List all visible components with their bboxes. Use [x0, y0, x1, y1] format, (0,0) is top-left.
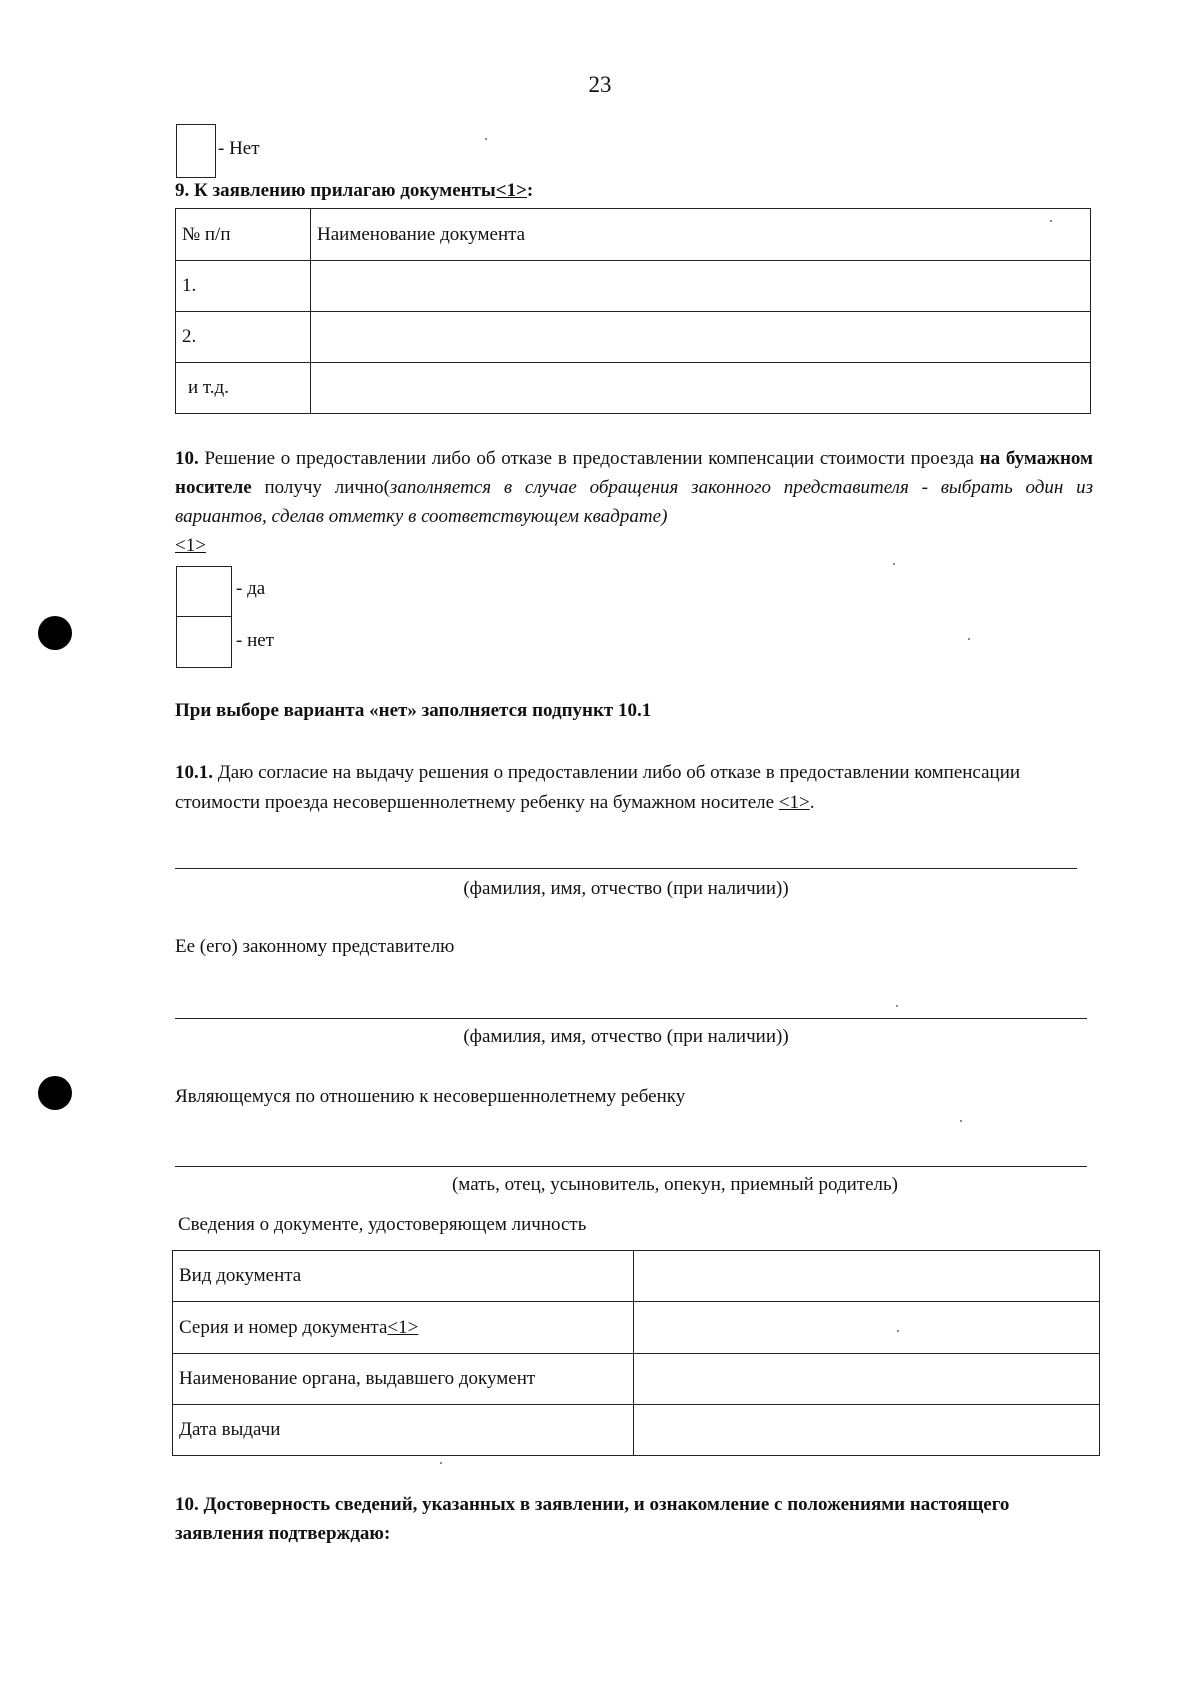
- section-10-text-b: получу лично(: [251, 477, 390, 498]
- table-header-row: [176, 209, 1091, 261]
- id-row-value[interactable]: [634, 1354, 1100, 1405]
- section-10-number: 10.: [175, 448, 199, 469]
- relation-line[interactable]: [175, 1166, 1087, 1167]
- table-row: [176, 261, 1091, 312]
- row-number: 1.: [176, 261, 311, 312]
- id-document-label: Сведения о документе, удостоверяющем личность: [178, 1214, 587, 1235]
- scan-speck: [893, 563, 895, 565]
- no-option-label-2: - нет: [236, 630, 274, 651]
- section-10-italic: заполняется в случае обращения законного представителя - выбрать один из вариантов, сделав отметку в соответствующем квадрате): [175, 477, 1093, 527]
- doc-name-cell[interactable]: [311, 312, 1091, 363]
- yes-checkbox[interactable]: [176, 566, 232, 618]
- id-row-label: [173, 1302, 634, 1354]
- column-header-number: № п/п: [176, 209, 311, 261]
- final-statement: 10. Достоверность сведений, указанных в заявлении, и ознакомление с положениями настоящего заявления подтверждаю:: [175, 1494, 1010, 1544]
- section-10-paragraph: [175, 444, 1093, 560]
- doc-name-cell[interactable]: [311, 363, 1091, 414]
- id-row-value[interactable]: [634, 1251, 1100, 1302]
- representative-fio-line[interactable]: [175, 1018, 1087, 1019]
- id-row-label-text: Вид документа: [179, 1265, 302, 1286]
- choice-note: При выборе варианта «нет» заполняется подпункт 10.1: [175, 700, 652, 721]
- id-document-table: [172, 1250, 1100, 1456]
- scan-speck: [960, 1120, 962, 1122]
- section-9-title: [175, 180, 533, 202]
- table-row: [173, 1251, 1100, 1302]
- binder-hole: [38, 1076, 72, 1110]
- child-fio-line[interactable]: [175, 868, 1077, 869]
- id-row-value[interactable]: [634, 1405, 1100, 1456]
- id-row-label: [173, 1405, 634, 1456]
- child-fio-caption: (фамилия, имя, отчество (при наличии)): [463, 878, 789, 899]
- footnote-link[interactable]: <1>: [387, 1316, 419, 1338]
- relation-label: Являющемуся по отношению к несовершеннолетнему ребенку: [175, 1086, 686, 1107]
- id-row-label: [173, 1354, 634, 1405]
- table-row: [173, 1354, 1100, 1405]
- id-row-value[interactable]: [634, 1302, 1100, 1354]
- section-10-bold: на бумажном носителе: [175, 448, 1093, 498]
- scan-speck: [440, 1462, 442, 1464]
- scan-speck: [968, 638, 970, 640]
- scan-speck: [896, 1005, 898, 1007]
- page-number: 23: [588, 72, 612, 97]
- footnote-link[interactable]: <1>: [778, 792, 810, 813]
- relation-caption: (мать, отец, усыновитель, опекун, приемный родитель): [451, 1174, 899, 1195]
- id-row-label: [173, 1251, 634, 1302]
- section-10-1-number: 10.1.: [175, 762, 213, 783]
- section-10-text-a: Решение о предоставлении либо об отказе в предоставлении компенсации стоимости проезда: [198, 448, 980, 469]
- table-row: [176, 312, 1091, 363]
- section-9-colon: :: [526, 180, 534, 201]
- no-checkbox-2[interactable]: [176, 616, 232, 668]
- id-row-label-text: Дата выдачи: [179, 1419, 281, 1440]
- table-row: [173, 1302, 1100, 1354]
- scan-speck: [1050, 220, 1052, 222]
- id-row-label-text: Наименование органа, выдавшего документ: [179, 1368, 536, 1389]
- section-10-1-paragraph: [175, 758, 1075, 818]
- footnote-link[interactable]: <1>: [175, 535, 206, 556]
- table-row: [173, 1405, 1100, 1456]
- column-header-doc-name: Наименование документа: [311, 209, 1091, 261]
- documents-table: [175, 208, 1091, 414]
- footnote-link[interactable]: <1>: [495, 180, 527, 201]
- section-9-title-text: 9. К заявлению прилагаю документы: [175, 180, 496, 201]
- doc-name-cell[interactable]: [311, 261, 1091, 312]
- section-10-1-end: .: [809, 792, 815, 813]
- no-option-label: - Нет: [218, 138, 260, 159]
- no-checkbox[interactable]: [176, 124, 216, 178]
- table-row: [176, 363, 1091, 414]
- row-number: 2.: [176, 312, 311, 363]
- scan-speck: [897, 1330, 899, 1332]
- representative-fio-caption: (фамилия, имя, отчество (при наличии)): [463, 1026, 789, 1047]
- representative-label: Ее (его) законному представителю: [175, 936, 455, 957]
- binder-hole: [38, 616, 72, 650]
- scan-speck: [485, 138, 487, 140]
- id-row-label-text: Серия и номер документа: [179, 1316, 388, 1338]
- row-number: и т.д.: [176, 363, 311, 414]
- yes-option-label: - да: [236, 578, 266, 599]
- section-10-1-text: Даю согласие на выдачу решения о предоставлении либо об отказе в предоставлении компенсации стоимости проезда несовершеннолетнему ребенку на бумажном носителе: [175, 762, 1021, 813]
